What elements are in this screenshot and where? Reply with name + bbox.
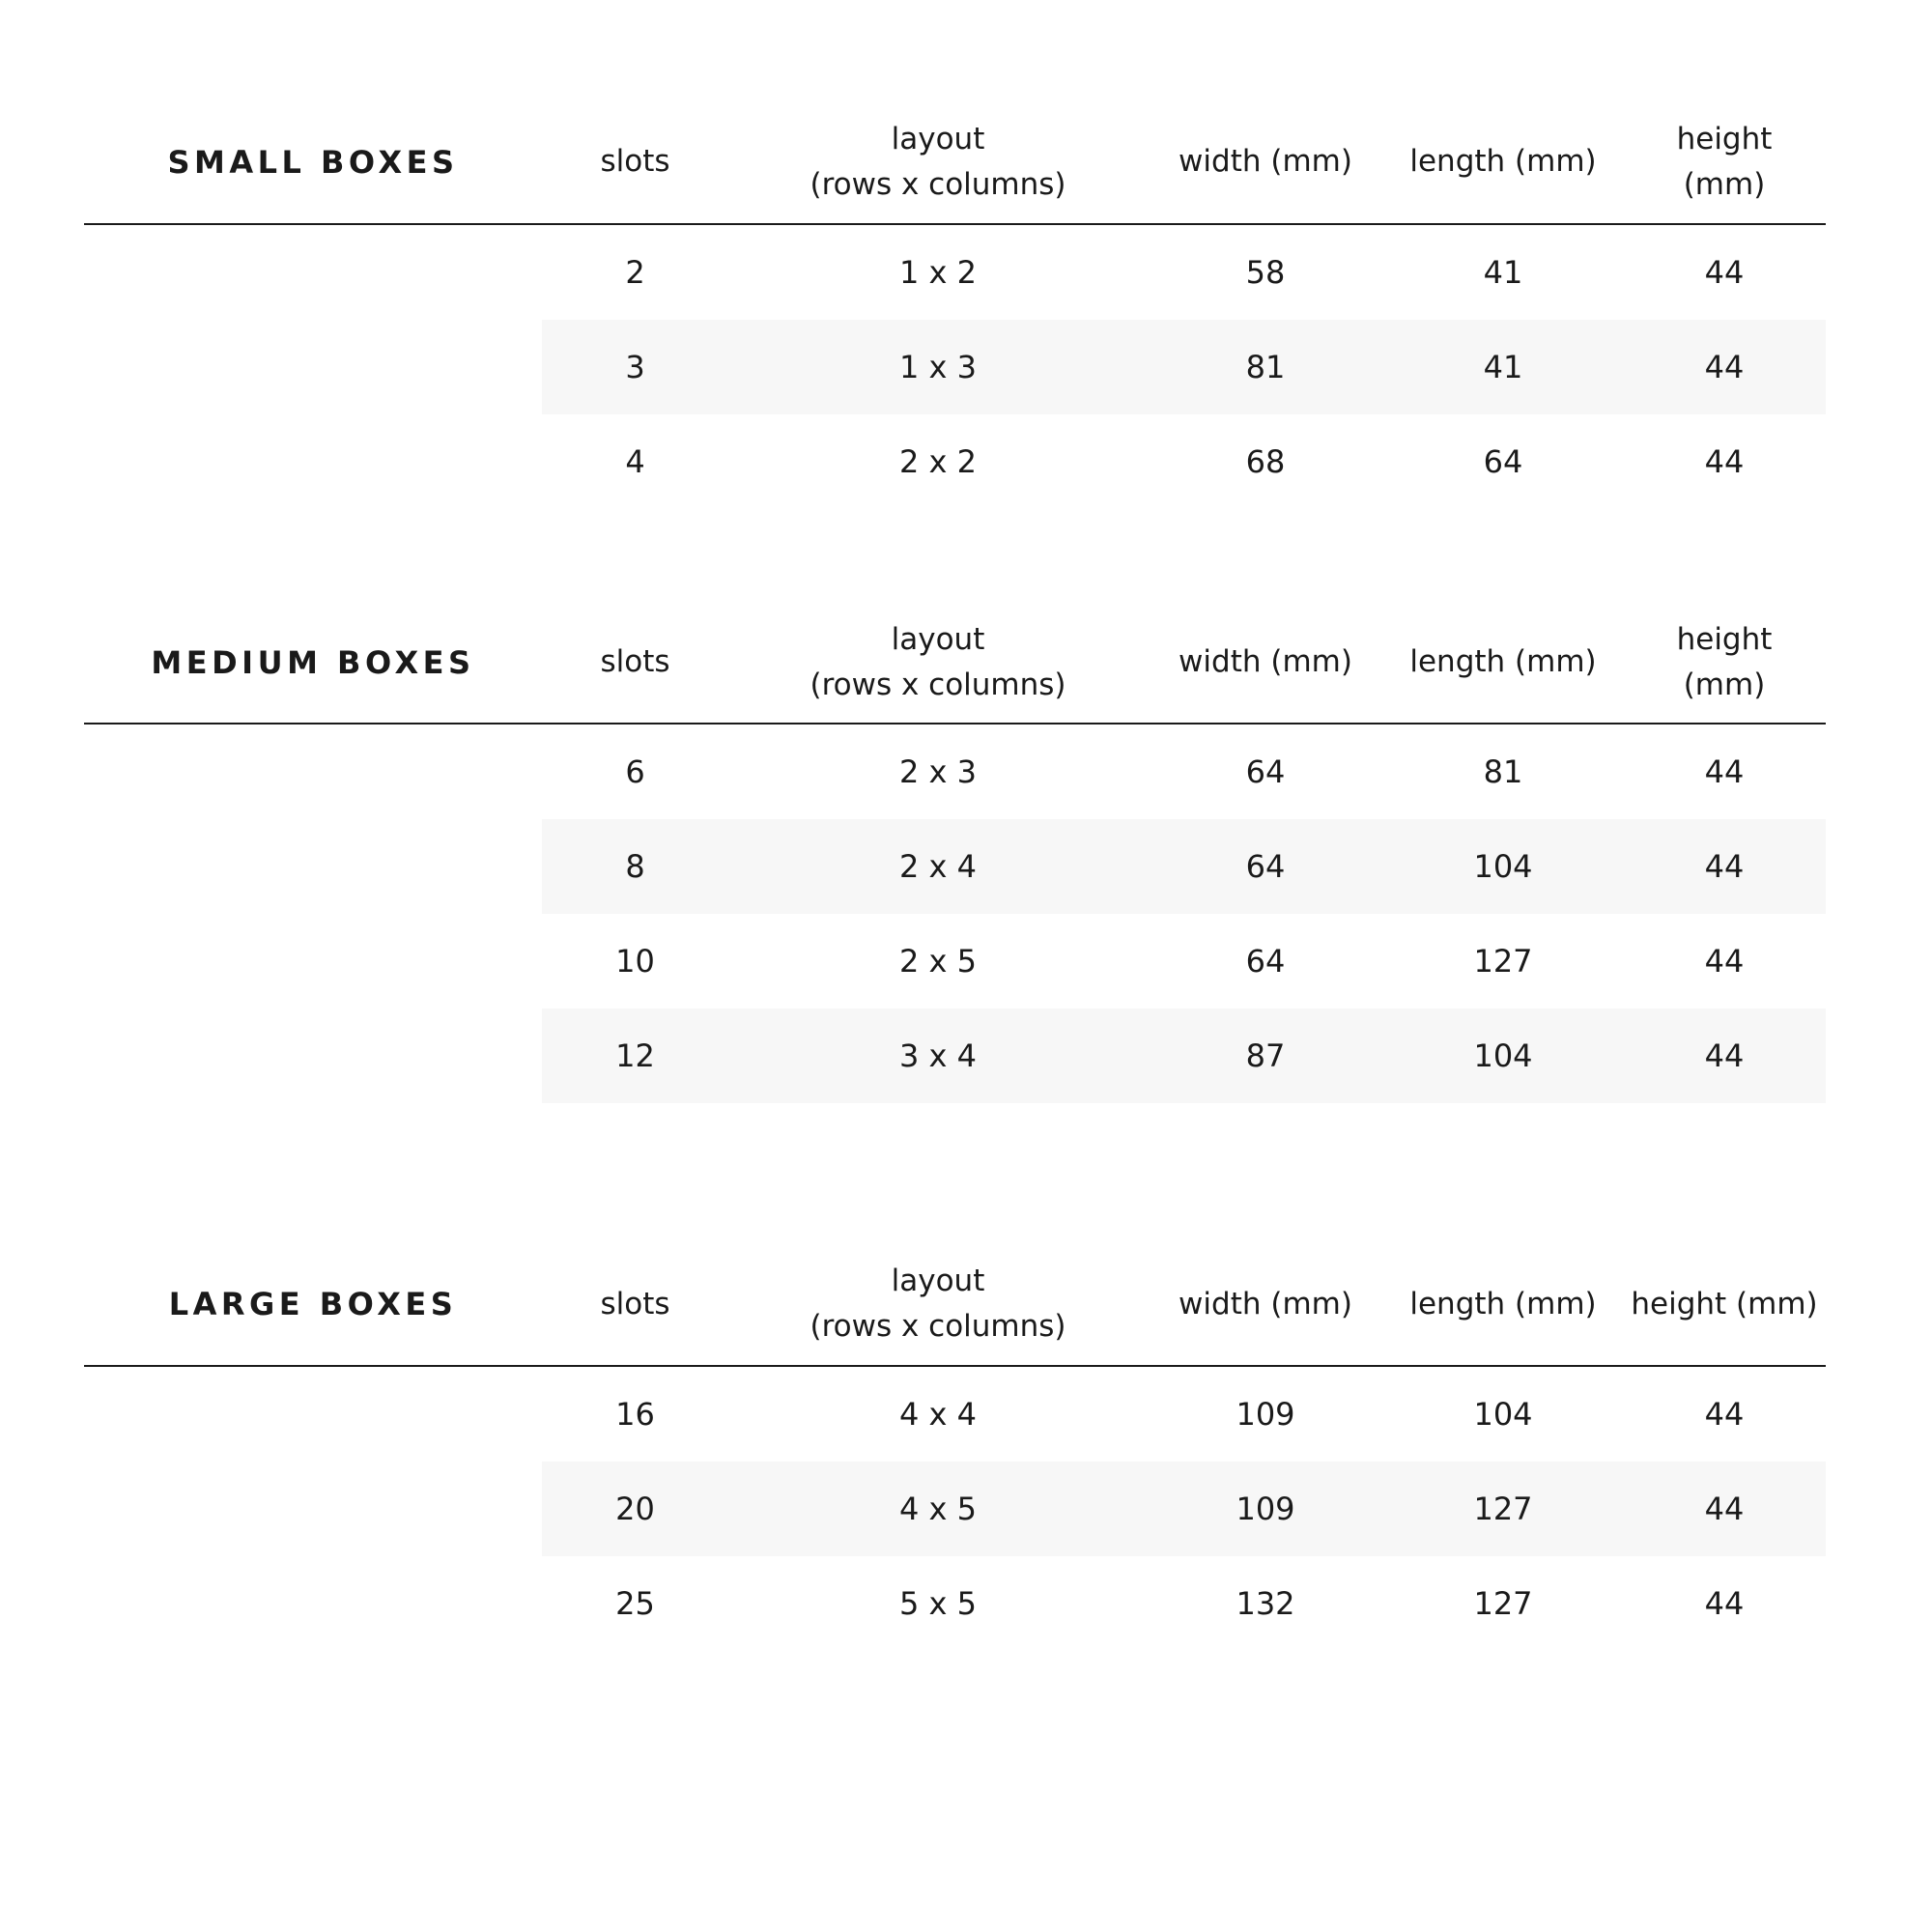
column-header-layout: [728, 617, 1148, 708]
column-header-line: (rows x columns): [810, 667, 1066, 702]
table-body: [542, 724, 1826, 1103]
column-header-line: (mm): [1683, 166, 1766, 202]
table-header: [84, 100, 1826, 225]
table-header: [84, 1243, 1826, 1367]
cell-layout: 2 x 5: [899, 942, 977, 980]
cell-slots: 3: [625, 348, 645, 385]
cell-height: 44: [1704, 847, 1745, 885]
cell-slots: 16: [615, 1395, 655, 1433]
cell-layout: 2 x 4: [899, 847, 977, 885]
cell-length: 127: [1473, 1490, 1533, 1527]
cell-length: 127: [1473, 1584, 1533, 1622]
cell-length: 81: [1483, 753, 1523, 790]
section-title: LARGE BOXES: [168, 1286, 458, 1322]
cell-height: 44: [1704, 1037, 1745, 1074]
column-header-slots: [542, 139, 728, 185]
cell-length: 104: [1473, 1395, 1533, 1433]
column-header-height: [1623, 117, 1826, 208]
cell-height: 44: [1704, 1584, 1745, 1622]
cell-width: 64: [1245, 753, 1286, 790]
cell-width: 132: [1236, 1584, 1295, 1622]
table-row: [542, 1367, 1826, 1462]
cell-height: 44: [1704, 1395, 1745, 1433]
large-boxes-table: [84, 1243, 1826, 1651]
column-header-width: [1148, 1282, 1383, 1327]
cell-slots: 4: [625, 442, 645, 480]
cell-width: 64: [1245, 847, 1286, 885]
cell-layout: 1 x 2: [899, 253, 977, 291]
cell-slots: 2: [625, 253, 645, 291]
column-header-line: length (mm): [1409, 144, 1597, 179]
cell-layout: 2 x 3: [899, 753, 977, 790]
column-header-slots: [542, 639, 728, 685]
cell-slots: 8: [625, 847, 645, 885]
column-header-line: (rows x columns): [810, 166, 1066, 202]
cell-height: 44: [1704, 942, 1745, 980]
table-row: [542, 724, 1826, 819]
cell-width: 68: [1245, 442, 1286, 480]
cell-width: 109: [1236, 1490, 1295, 1527]
column-header-line: layout: [891, 1264, 985, 1298]
column-header-line: length (mm): [1409, 644, 1597, 679]
cell-height: 44: [1704, 1490, 1745, 1527]
cell-width: 87: [1245, 1037, 1286, 1074]
cell-width: 58: [1245, 253, 1286, 291]
cell-height: 44: [1704, 442, 1745, 480]
cell-slots: 6: [625, 753, 645, 790]
column-header-line: slots: [600, 144, 670, 179]
cell-layout: 4 x 4: [899, 1395, 977, 1433]
table-row: [542, 914, 1826, 1009]
cell-width: 64: [1245, 942, 1286, 980]
cell-slots: 25: [615, 1584, 655, 1622]
cell-layout: 1 x 3: [899, 348, 977, 385]
section-title: MEDIUM BOXES: [151, 643, 475, 681]
cell-height: 44: [1704, 348, 1745, 385]
cell-length: 104: [1473, 847, 1533, 885]
column-header-line: layout: [891, 121, 985, 156]
cell-slots: 20: [615, 1490, 655, 1527]
cell-width: 81: [1245, 348, 1286, 385]
cell-length: 104: [1473, 1037, 1533, 1074]
column-header-length: [1383, 1282, 1623, 1327]
section-title: SMALL BOXES: [167, 143, 459, 181]
table-body: [542, 1367, 1826, 1651]
cell-layout: 2 x 2: [899, 442, 977, 480]
column-header-length: [1383, 639, 1623, 685]
column-header-line: layout: [891, 621, 985, 657]
column-header-line: width (mm): [1179, 144, 1352, 179]
cell-layout: 3 x 4: [899, 1037, 977, 1074]
cell-length: 41: [1483, 253, 1523, 291]
column-header-slots: [542, 1282, 728, 1327]
table-row: [542, 1009, 1826, 1103]
table-row: [542, 1462, 1826, 1556]
cell-height: 44: [1704, 753, 1745, 790]
cell-slots: 12: [615, 1037, 655, 1074]
cell-length: 64: [1483, 442, 1523, 480]
column-header-height: [1623, 1282, 1826, 1327]
column-header-line: (mm): [1683, 667, 1766, 702]
column-header-layout: [728, 117, 1148, 208]
column-header-layout: [728, 1259, 1148, 1350]
table-row: [542, 225, 1826, 320]
column-header-line: length (mm): [1409, 1286, 1597, 1321]
table-row: [542, 819, 1826, 914]
column-header-line: slots: [600, 644, 670, 679]
column-header-line: height (mm): [1631, 1286, 1818, 1321]
column-header-line: width (mm): [1179, 1286, 1352, 1321]
cell-length: 41: [1483, 348, 1523, 385]
column-header-height: [1623, 617, 1826, 708]
table-body: [542, 225, 1826, 509]
column-header-width: [1148, 139, 1383, 185]
small-boxes-table: [84, 100, 1826, 509]
cell-slots: 10: [615, 942, 655, 980]
column-header-line: slots: [600, 1286, 670, 1321]
medium-boxes-table: [84, 602, 1826, 1103]
cell-layout: 4 x 5: [899, 1490, 977, 1527]
column-header-line: height: [1676, 121, 1773, 156]
cell-length: 127: [1473, 942, 1533, 980]
table-row: [542, 414, 1826, 509]
column-header-width: [1148, 639, 1383, 685]
cell-layout: 5 x 5: [899, 1584, 977, 1622]
table-header: [84, 602, 1826, 724]
column-header-line: width (mm): [1179, 644, 1352, 679]
cell-height: 44: [1704, 253, 1745, 291]
table-row: [542, 1556, 1826, 1651]
column-header-line: height: [1676, 621, 1773, 657]
cell-width: 109: [1236, 1395, 1295, 1433]
column-header-line: (rows x columns): [810, 1309, 1066, 1344]
column-header-length: [1383, 139, 1623, 185]
table-row: [542, 320, 1826, 414]
